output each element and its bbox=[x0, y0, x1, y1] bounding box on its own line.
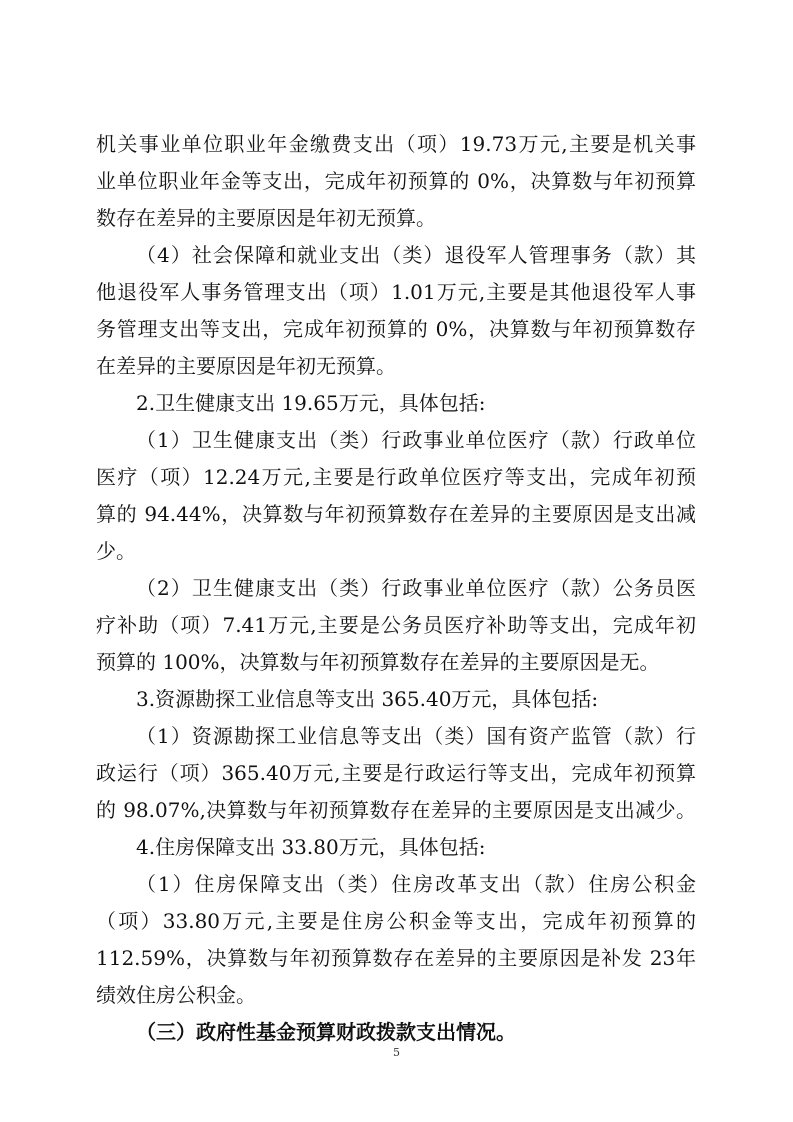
body-text-line: 的 98.07%,决算数与年初预算数存在差异的主要原因是支出减少。 bbox=[96, 798, 696, 822]
body-text-line: （1）卫生健康支出（类）行政事业单位医疗（款）行政单位 bbox=[136, 428, 696, 452]
subsection-line: 4.住房保障支出 33.80万元，具体包括: bbox=[136, 835, 486, 859]
body-text-line: （4）社会保障和就业支出（类）退役军人管理事务（款）其 bbox=[136, 243, 696, 267]
body-text-line: 务管理支出等支出，完成年初预算的 0%，决算数与年初预算数存 bbox=[96, 317, 696, 341]
subsection-line: 2.卫生健康支出 19.65万元，具体包括: bbox=[136, 391, 486, 415]
body-text-line: 绩效住房公积金。 bbox=[96, 983, 256, 1007]
body-text-line: （2）卫生健康支出（类）行政事业单位医疗（款）公务员医 bbox=[136, 576, 696, 600]
body-text-line: 政运行（项）365.40万元,主要是行政运行等支出，完成年初预算 bbox=[96, 761, 696, 785]
body-text-line: 少。 bbox=[96, 539, 136, 563]
body-text-line: 算的 94.44%，决算数与年初预算数存在差异的主要原因是支出减 bbox=[96, 502, 696, 526]
body-text-line: 112.59%，决算数与年初预算数存在差异的主要原因是补发 23年 bbox=[96, 946, 696, 970]
body-text-line: （1）资源勘探工业信息等支出（类）国有资产监管（款）行 bbox=[136, 724, 696, 748]
body-text-line: 数存在差异的主要原因是年初无预算。 bbox=[96, 206, 436, 230]
body-text-line: （1）住房保障支出（类）住房改革支出（款）住房公积金 bbox=[136, 872, 696, 896]
subsection-line: 3.资源勘探工业信息等支出 365.40万元，具体包括: bbox=[136, 687, 599, 711]
body-text-line: 业单位职业年金等支出，完成年初预算的 0%，决算数与年初预算 bbox=[96, 169, 696, 193]
body-text-line: 机关事业单位职业年金缴费支出（项）19.73万元,主要是机关事 bbox=[96, 132, 696, 156]
body-text-line: 医疗（项）12.24万元,主要是行政单位医疗等支出，完成年初预 bbox=[96, 465, 696, 489]
body-text-line: 预算的 100%，决算数与年初预算数存在差异的主要原因是无。 bbox=[96, 650, 660, 674]
body-text-line: 疗补助（项）7.41万元,主要是公务员医疗补助等支出，完成年初 bbox=[96, 613, 696, 637]
body-text-line: 在差异的主要原因是年初无预算。 bbox=[96, 354, 396, 378]
page-number: 5 bbox=[393, 1046, 400, 1059]
section-heading: （三）政府性基金预算财政拨款支出情况。 bbox=[136, 1020, 516, 1044]
body-text-line: 他退役军人事务管理支出（项）1.01万元,主要是其他退役军人事 bbox=[96, 280, 696, 304]
body-text-line: （项）33.80万元,主要是住房公积金等支出，完成年初预算的 bbox=[96, 909, 696, 933]
